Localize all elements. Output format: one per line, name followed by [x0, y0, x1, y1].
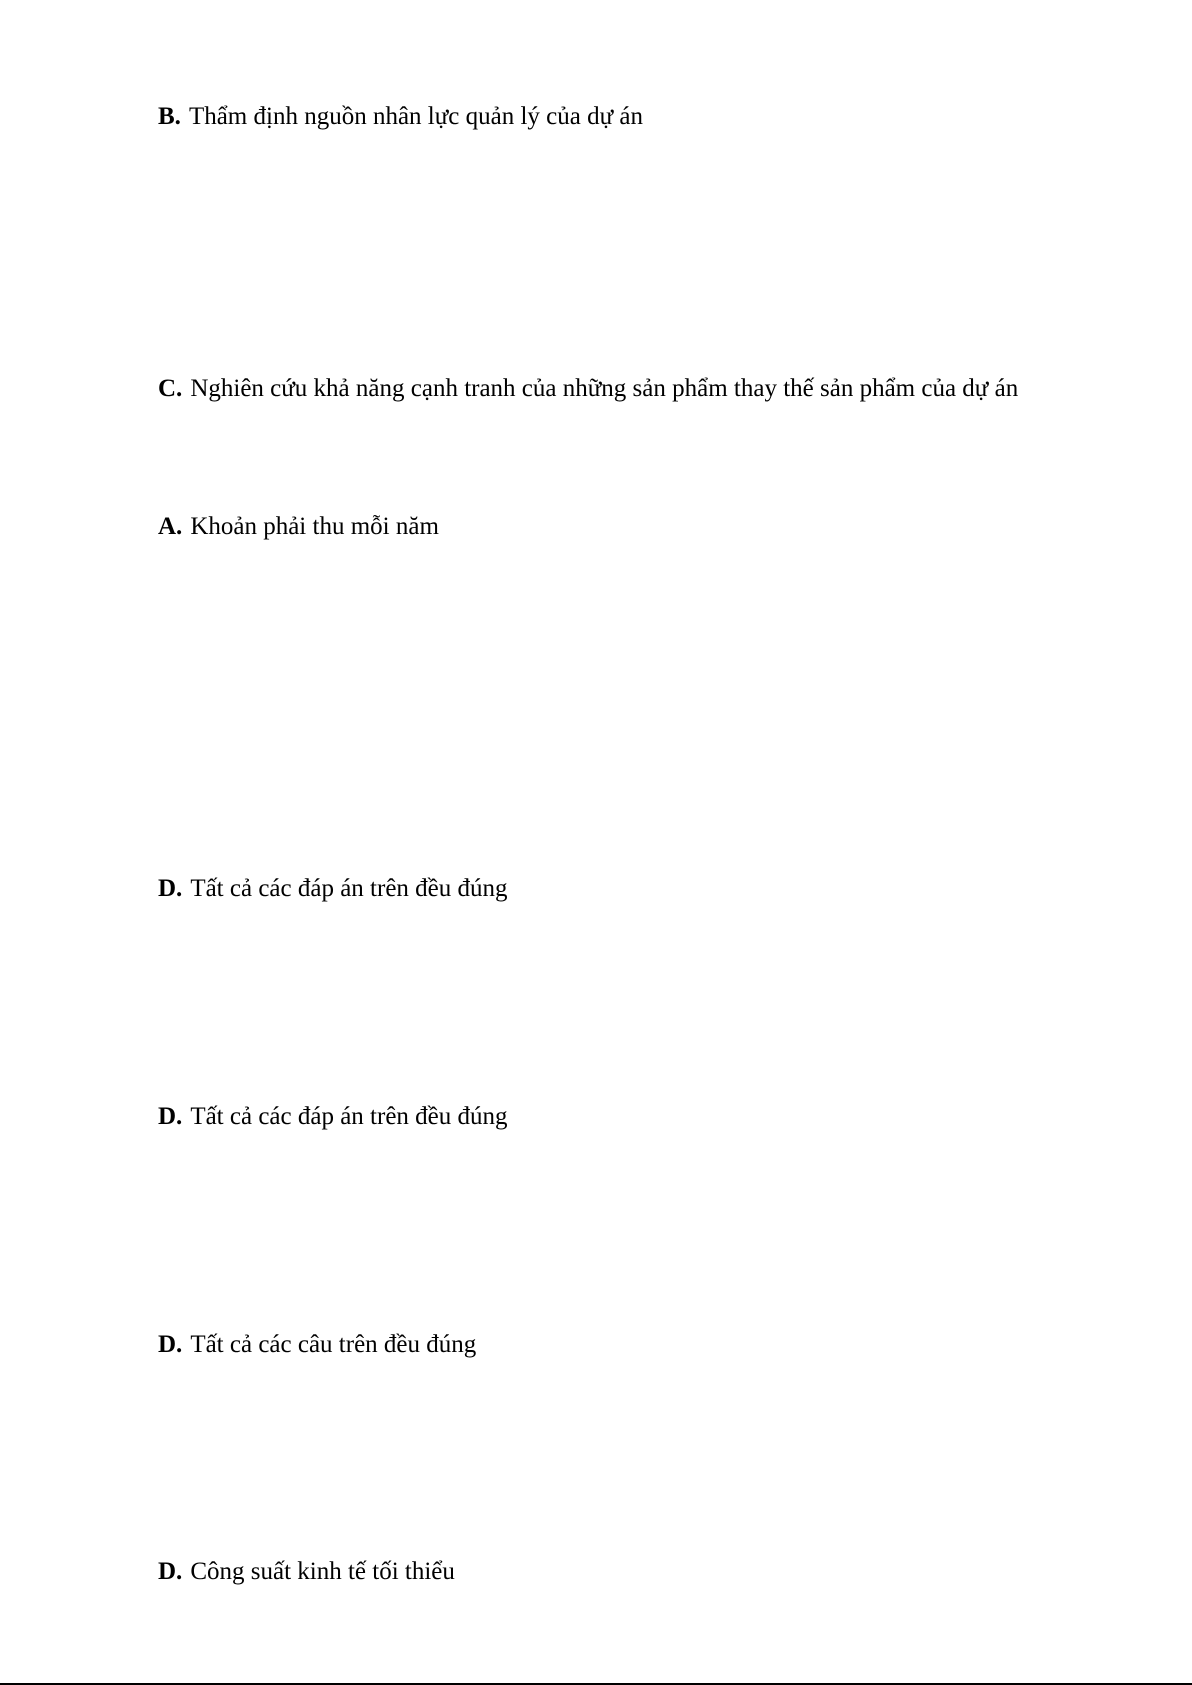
answer-text: Khoản phải thu mỗi năm: [190, 513, 439, 540]
answer-letter: D.: [158, 1103, 183, 1130]
answer-option: [158, 374, 1018, 404]
answer-option: [158, 102, 643, 132]
answer-text: Công suất kinh tế tối thiểu: [190, 1558, 455, 1585]
answer-letter: C.: [158, 375, 183, 402]
answer-text: Tất cả các đáp án trên đều đúng: [190, 1103, 508, 1130]
answer-text: Nghiên cứu khả năng cạnh tranh của những sản phẩm thay thế sản phẩm của dự án: [190, 375, 1019, 402]
answer-letter: B.: [158, 103, 181, 130]
answer-letter: D.: [158, 1331, 183, 1358]
answer-text: Thẩm định nguồn nhân lực quản lý của dự án: [188, 103, 644, 130]
answer-text: Tất cả các câu trên đều đúng: [190, 1331, 477, 1358]
answer-option: [158, 1102, 508, 1132]
answer-letter: A.: [158, 513, 183, 540]
answer-letter: D.: [158, 1558, 183, 1585]
answer-option: [158, 1557, 455, 1587]
answer-text: Tất cả các đáp án trên đều đúng: [190, 875, 508, 902]
answer-option: [158, 512, 439, 542]
answer-letter: D.: [158, 875, 183, 902]
answer-option: [158, 874, 508, 904]
answer-option: [158, 1330, 476, 1360]
